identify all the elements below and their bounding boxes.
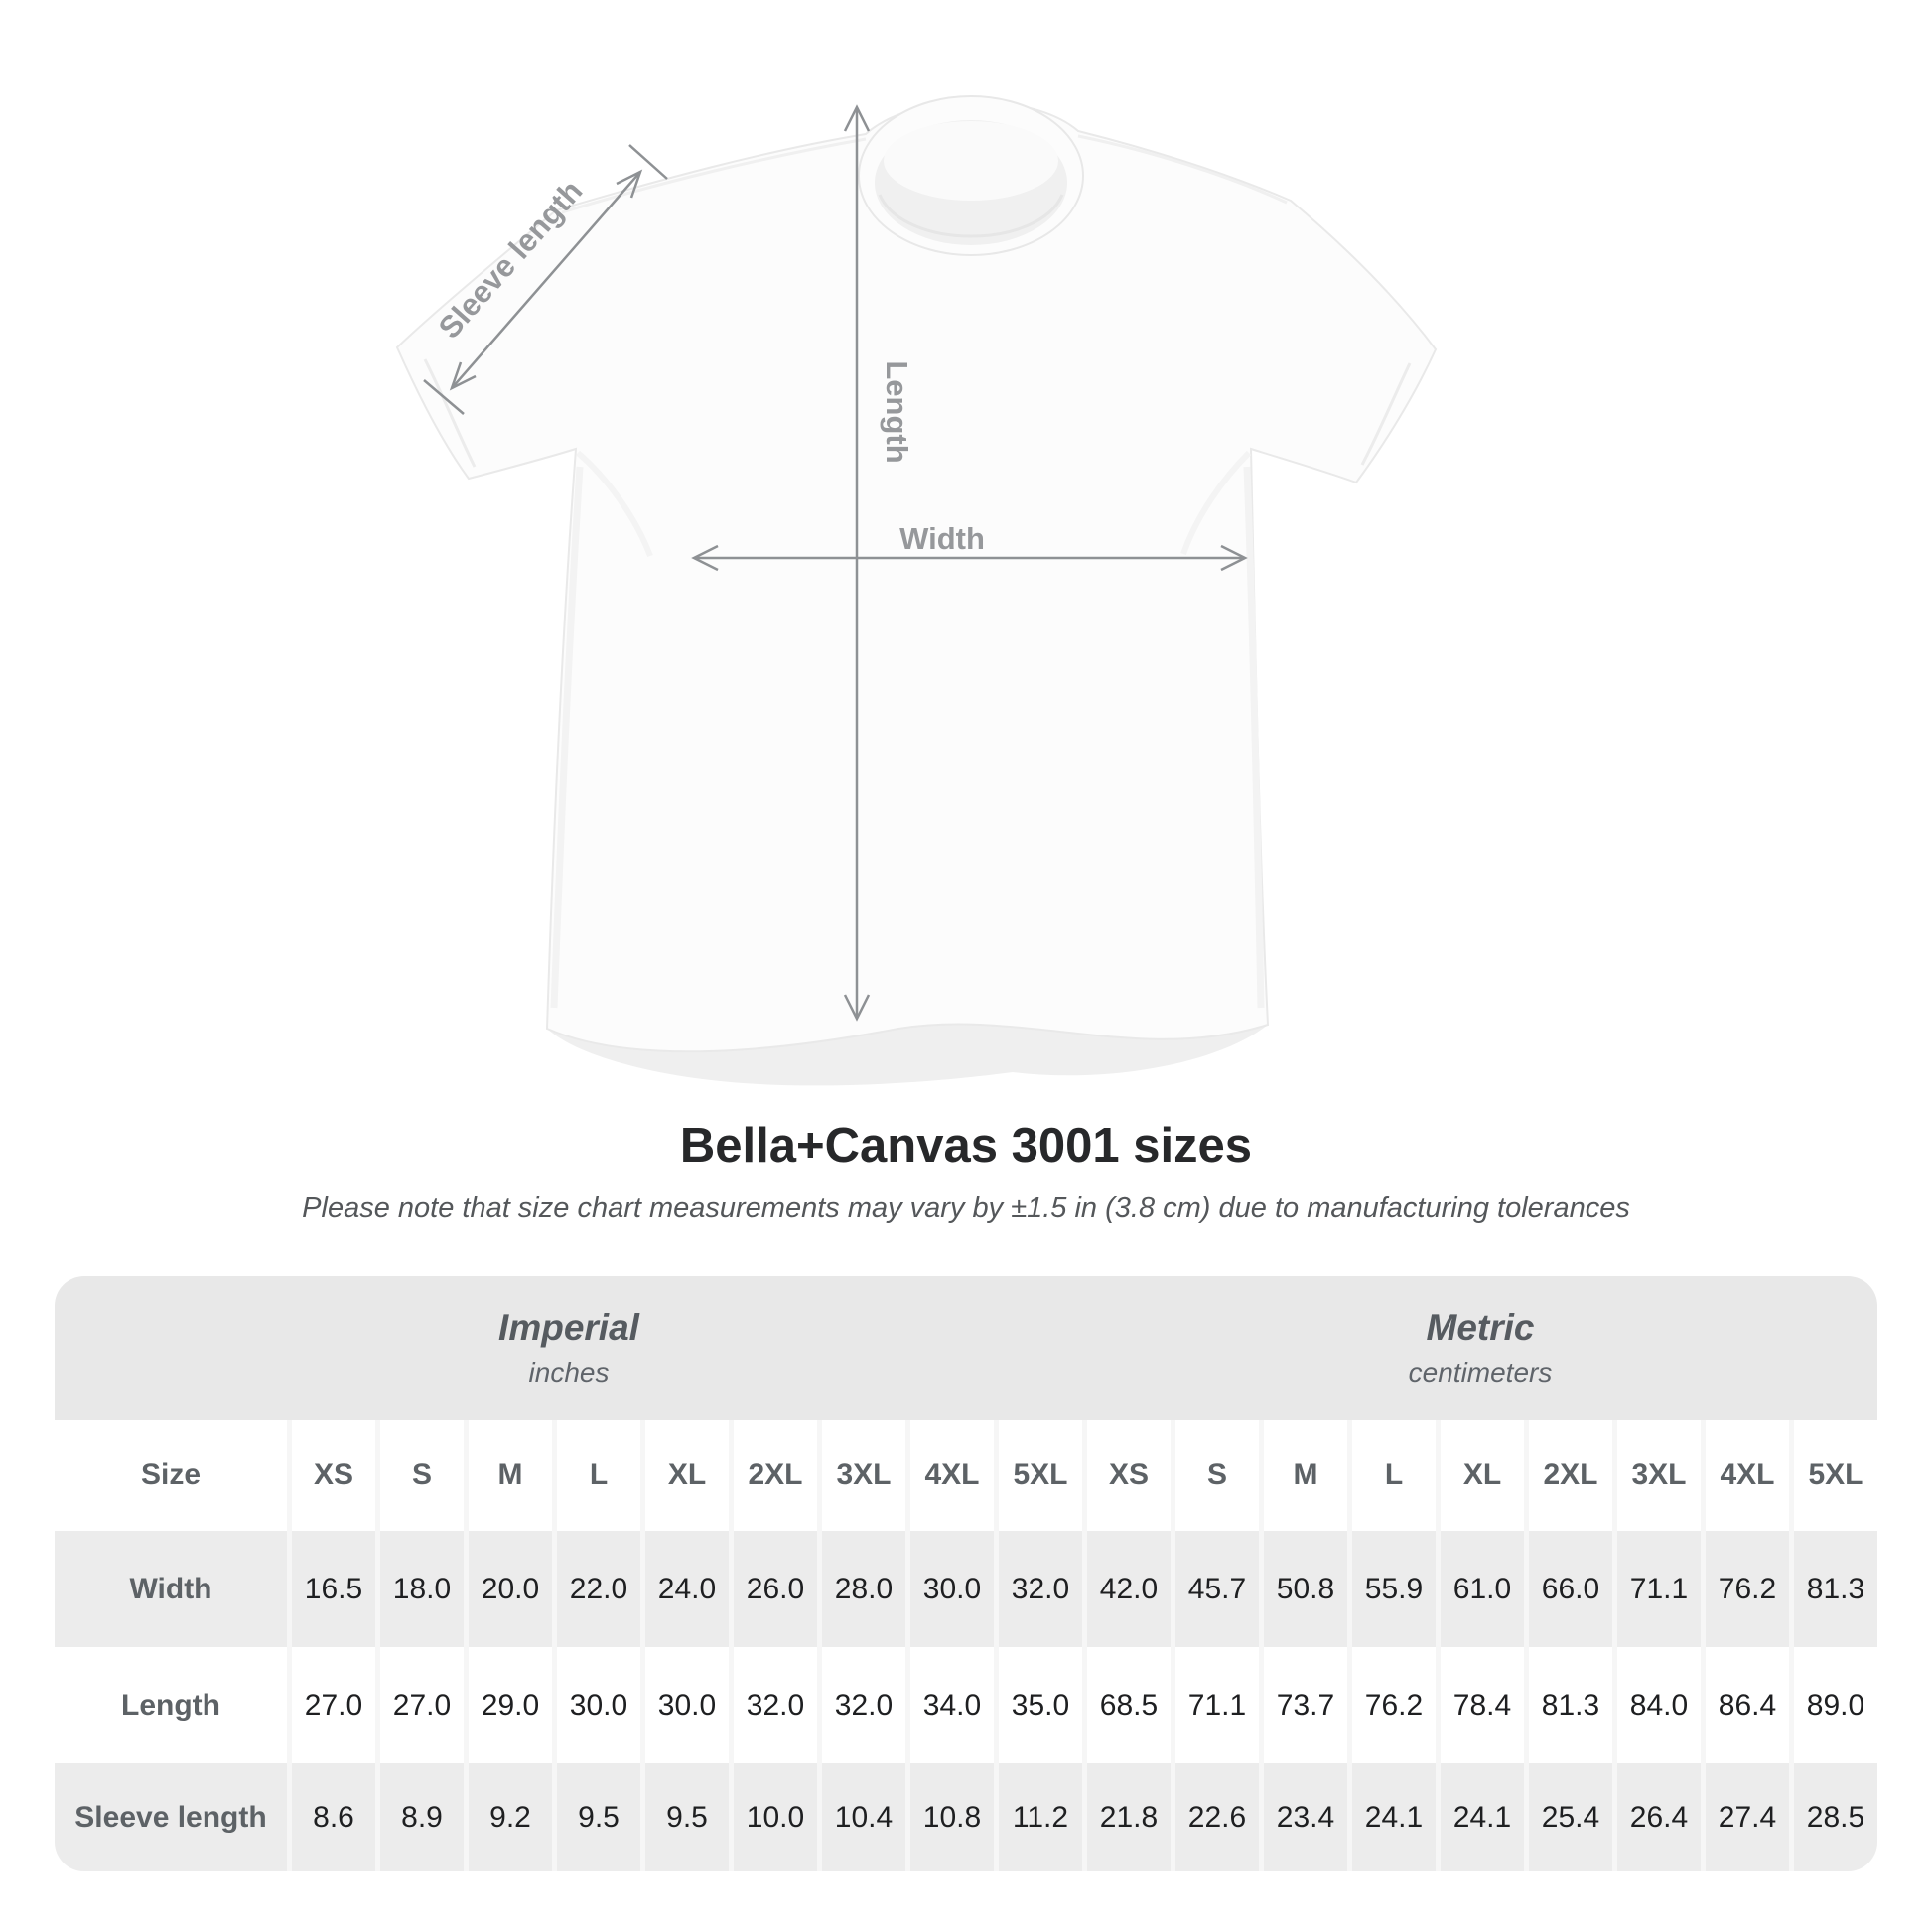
metric-value-cell: 71.1 [1175, 1647, 1259, 1763]
imperial-value-cell: 35.0 [999, 1647, 1082, 1763]
metric-value-cell: 21.8 [1087, 1763, 1171, 1871]
imperial-value-cell: 10.8 [910, 1763, 994, 1871]
metric-value-cell: 84.0 [1617, 1647, 1701, 1763]
metric-value-cell: 66.0 [1529, 1531, 1612, 1647]
imperial-unit: inches [528, 1356, 610, 1388]
imperial-value-cell: 24.0 [645, 1531, 729, 1647]
metric-value-cell: 42.0 [1087, 1531, 1171, 1647]
imperial-value-cell: 27.0 [292, 1647, 375, 1763]
size-header-cell: S [380, 1420, 464, 1531]
imperial-value-cell: 32.0 [734, 1647, 817, 1763]
metric-value-cell: 22.6 [1175, 1763, 1259, 1871]
page-title: Bella+Canvas 3001 sizes [679, 1119, 1253, 1173]
metric-value-cell: 28.5 [1794, 1763, 1877, 1871]
metric-value-cell: 50.8 [1264, 1531, 1347, 1647]
metric-value-cell: 55.9 [1352, 1531, 1436, 1647]
tolerance-note: Please note that size chart measurements may vary by ±1.5 in (3.8 cm) due to manufacturing tolerances [302, 1192, 1630, 1224]
row-label: Sleeve length [55, 1763, 287, 1871]
metric-value-cell: 71.1 [1617, 1531, 1701, 1647]
size-header-cell: 2XL [734, 1420, 817, 1531]
imperial-value-cell: 9.5 [557, 1763, 640, 1871]
size-header-cell: XL [1441, 1420, 1524, 1531]
imperial-value-cell: 9.2 [469, 1763, 552, 1871]
imperial-value-cell: 20.0 [469, 1531, 552, 1647]
metric-header [1083, 1276, 1877, 1420]
size-header-cell: 2XL [1529, 1420, 1612, 1531]
size-header-cell: 4XL [1706, 1420, 1789, 1531]
sleeve-length-annotation-label: Sleeve length [431, 173, 590, 345]
metric-value-cell: 24.1 [1441, 1763, 1524, 1871]
imperial-value-cell: 11.2 [999, 1763, 1082, 1871]
metric-value-cell: 27.4 [1706, 1763, 1789, 1871]
imperial-value-cell: 29.0 [469, 1647, 552, 1763]
size-header-cell: 4XL [910, 1420, 994, 1531]
metric-value-cell: 86.4 [1706, 1647, 1789, 1763]
width-annotation-label: Width [899, 521, 985, 556]
size-table [55, 1276, 1877, 1871]
size-header-cell: XL [645, 1420, 729, 1531]
imperial-value-cell: 32.0 [822, 1647, 905, 1763]
metric-value-cell: 76.2 [1352, 1647, 1436, 1763]
imperial-value-cell: 10.4 [822, 1763, 905, 1871]
size-header-cell: XS [1087, 1420, 1171, 1531]
size-header-row [55, 1420, 1877, 1531]
metric-value-cell: 76.2 [1706, 1531, 1789, 1647]
row-label: Width [55, 1531, 287, 1647]
imperial-value-cell: 8.6 [292, 1763, 375, 1871]
imperial-title: Imperial [498, 1307, 639, 1348]
metric-value-cell: 81.3 [1529, 1647, 1612, 1763]
size-header-cell: M [1264, 1420, 1347, 1531]
imperial-value-cell: 16.5 [292, 1531, 375, 1647]
metric-value-cell: 25.4 [1529, 1763, 1612, 1871]
length-annotation-label: Length [880, 360, 914, 464]
imperial-value-cell: 28.0 [822, 1531, 905, 1647]
imperial-value-cell: 10.0 [734, 1763, 817, 1871]
metric-value-cell: 61.0 [1441, 1531, 1524, 1647]
imperial-header [55, 1276, 1083, 1420]
size-header-cell: 3XL [1617, 1420, 1701, 1531]
size-header-cell: 5XL [1794, 1420, 1877, 1531]
imperial-value-cell: 32.0 [999, 1531, 1082, 1647]
metric-value-cell: 81.3 [1794, 1531, 1877, 1647]
size-header-cell: S [1175, 1420, 1259, 1531]
size-header-cell: M [469, 1420, 552, 1531]
size-table-body [55, 1420, 1877, 1871]
metric-value-cell: 73.7 [1264, 1647, 1347, 1763]
tshirt-collar [859, 96, 1083, 255]
metric-unit: centimeters [1408, 1356, 1553, 1388]
size-header-cell: 3XL [822, 1420, 905, 1531]
metric-title: Metric [1426, 1307, 1535, 1348]
imperial-value-cell: 30.0 [645, 1647, 729, 1763]
table-row [55, 1647, 1877, 1763]
metric-value-cell: 89.0 [1794, 1647, 1877, 1763]
row-label: Length [55, 1647, 287, 1763]
size-column-header: Size [55, 1420, 287, 1531]
table-row [55, 1531, 1877, 1647]
metric-value-cell: 78.4 [1441, 1647, 1524, 1763]
metric-value-cell: 68.5 [1087, 1647, 1171, 1763]
imperial-value-cell: 30.0 [557, 1647, 640, 1763]
size-header-cell: XS [292, 1420, 375, 1531]
imperial-value-cell: 30.0 [910, 1531, 994, 1647]
metric-value-cell: 23.4 [1264, 1763, 1347, 1871]
imperial-value-cell: 26.0 [734, 1531, 817, 1647]
metric-value-cell: 45.7 [1175, 1531, 1259, 1647]
imperial-value-cell: 27.0 [380, 1647, 464, 1763]
size-header-cell: L [557, 1420, 640, 1531]
metric-value-cell: 26.4 [1617, 1763, 1701, 1871]
size-header-cell: 5XL [999, 1420, 1082, 1531]
unit-header-band [55, 1276, 1877, 1420]
imperial-value-cell: 18.0 [380, 1531, 464, 1647]
table-row [55, 1763, 1877, 1871]
size-header-cell: L [1352, 1420, 1436, 1531]
imperial-value-cell: 8.9 [380, 1763, 464, 1871]
imperial-value-cell: 9.5 [645, 1763, 729, 1871]
imperial-value-cell: 22.0 [557, 1531, 640, 1647]
imperial-value-cell: 34.0 [910, 1647, 994, 1763]
metric-value-cell: 24.1 [1352, 1763, 1436, 1871]
